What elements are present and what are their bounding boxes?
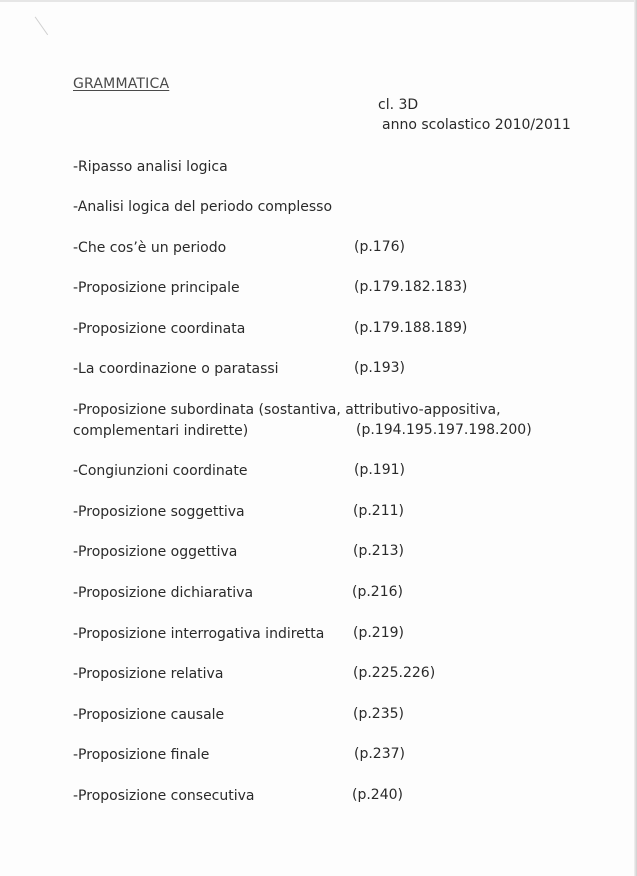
list-item: -Proposizione interrogativa indiretta <box>73 626 325 642</box>
list-item: -Analisi logica del periodo complesso <box>73 199 333 215</box>
page-reference: (p.193) <box>354 360 405 376</box>
school-year: anno scolastico 2010/2011 <box>382 117 571 133</box>
list-item: -Congiunzioni coordinate <box>73 463 248 479</box>
list-item: -Proposizione oggettiva <box>73 544 238 560</box>
page-reference: (p.194.195.197.198.200) <box>356 422 532 438</box>
list-item: -Proposizione soggettiva <box>73 504 245 520</box>
page-title: GRAMMATICA <box>73 76 170 92</box>
list-item: -Proposizione finale <box>73 747 210 763</box>
list-item: -Proposizione subordinata (sostantiva, attributivo-appositiva, <box>73 402 501 418</box>
list-item: -Proposizione relativa <box>73 666 224 682</box>
page-reference: (p.191) <box>354 462 405 478</box>
list-item-continuation: complementari indirette) <box>73 423 249 439</box>
page-reference: (p.176) <box>354 239 405 255</box>
list-item: -La coordinazione o paratassi <box>73 361 279 377</box>
page-reference: (p.179.182.183) <box>354 279 468 295</box>
scan-mark <box>35 11 57 35</box>
page-reference: (p.235) <box>353 706 404 722</box>
list-item: -Proposizione principale <box>73 280 240 296</box>
page-reference: (p.179.188.189) <box>354 320 468 336</box>
list-item: -Ripasso analisi logica <box>73 159 228 175</box>
page-reference: (p.211) <box>353 503 404 519</box>
list-item: -Proposizione consecutiva <box>73 788 255 804</box>
page-reference: (p.219) <box>353 625 404 641</box>
list-item: -Che cos’è un periodo <box>73 240 227 256</box>
scan-edge-top <box>0 0 637 2</box>
list-item: -Proposizione coordinata <box>73 321 246 337</box>
list-item: -Proposizione dichiarativa <box>73 585 254 601</box>
page-reference: (p.225.226) <box>353 665 436 681</box>
page-reference: (p.216) <box>352 584 403 600</box>
page-reference: (p.240) <box>352 787 403 803</box>
page-reference: (p.237) <box>354 746 405 762</box>
class-label: cl. 3D <box>378 97 419 113</box>
page-reference: (p.213) <box>353 543 404 559</box>
list-item: -Proposizione causale <box>73 707 225 723</box>
